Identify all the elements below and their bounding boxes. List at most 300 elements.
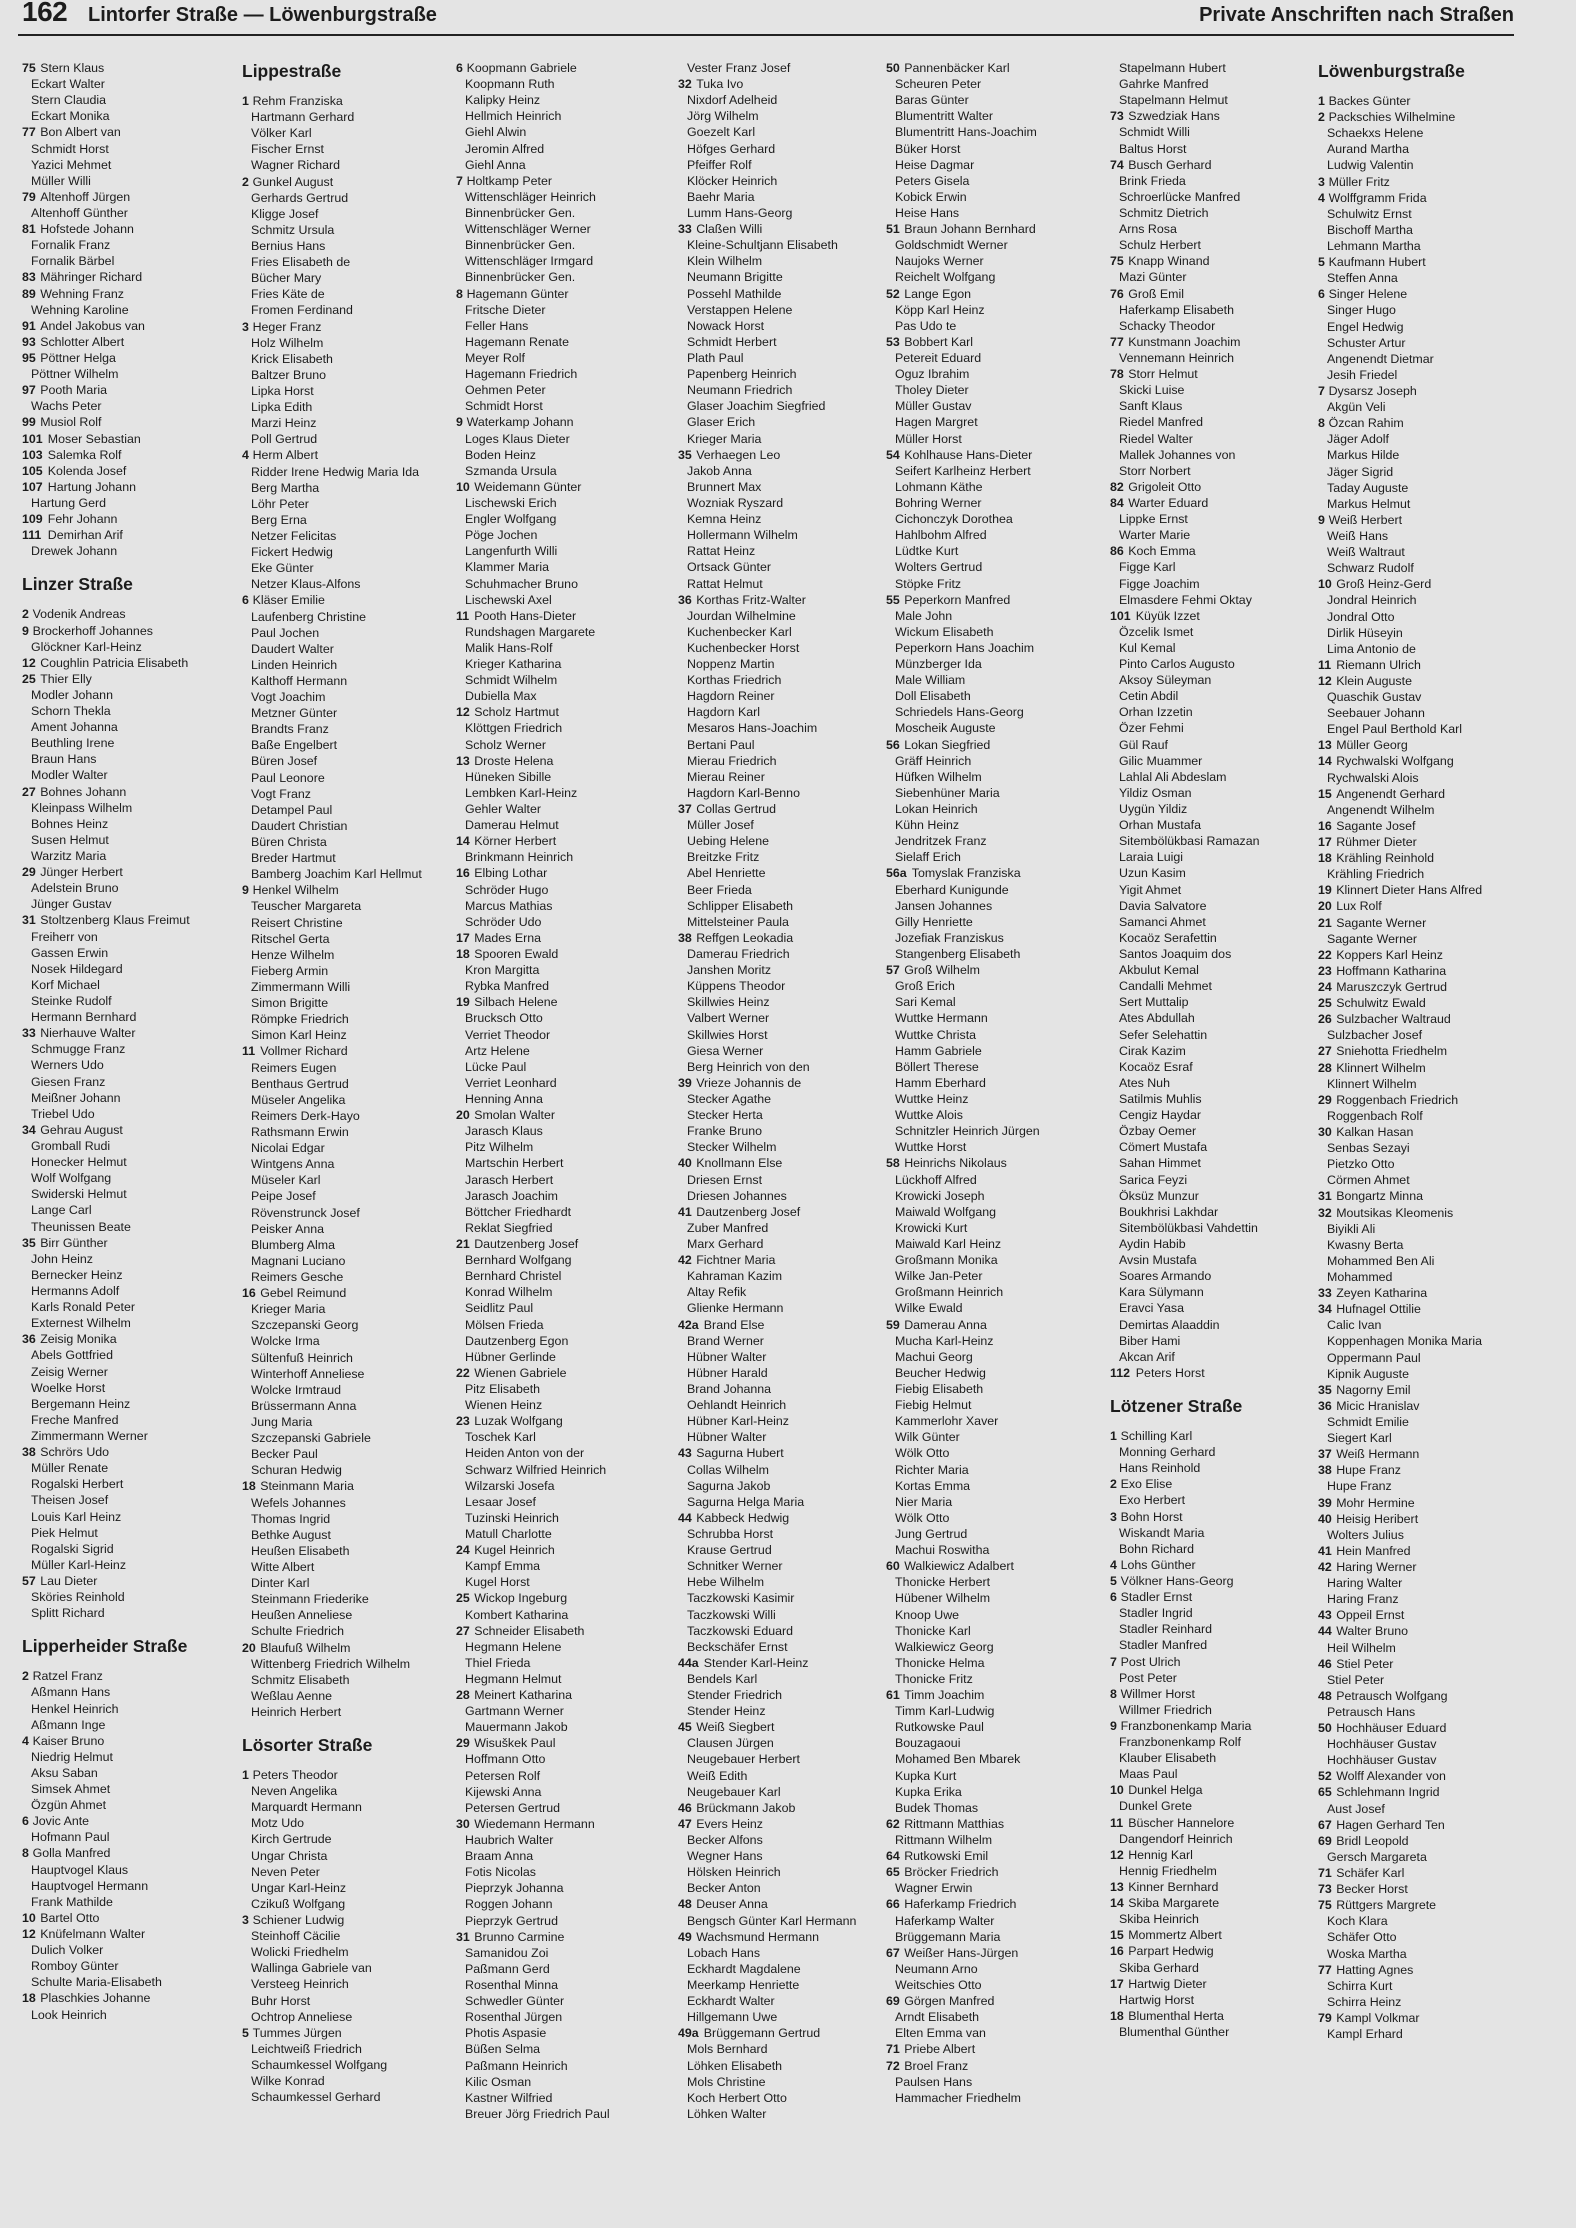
resident-name: Stadler Manfred [1119,1638,1208,1653]
resident-entry [886,1139,1096,1155]
resident-name: Breitzke Fritz [687,850,760,865]
resident-name: Schmidt Willi [1119,125,1190,140]
resident-entry [456,882,666,898]
resident-entry [1318,431,1528,447]
resident-name: Paßmann Gerd [465,1961,550,1976]
resident-entry [886,688,1096,704]
resident-name: Groß Wilhelm [904,963,980,978]
house-number: 50 [1318,1721,1332,1736]
resident-entry [678,1510,888,1526]
house-number: 29 [22,865,36,880]
resident-entry [1318,1350,1528,1366]
house-number: 3 [242,319,249,334]
house-number: 111 [22,528,42,543]
resident-name: Detampel Paul [251,802,333,817]
resident-name: Lückhoff Alfred [895,1172,977,1187]
resident-entry [242,1575,452,1591]
resident-entry [242,1414,452,1430]
house-number: 12 [456,705,470,720]
resident-entry [886,1333,1096,1349]
resident-entry [1110,1782,1320,1798]
resident-entry [678,1494,888,1510]
resident-entry [22,1974,232,1990]
resident-name: Korthas Friedrich [687,673,782,688]
resident-entry [22,1942,232,1958]
resident-name: Klauber Elisabeth [1119,1751,1217,1766]
page-number: 162 [22,0,68,27]
resident-name: Willmer Friedrich [1119,1702,1212,1717]
resident-entry [1110,1895,1320,1911]
section-title: Private Anschriften nach Straßen [1199,4,1514,26]
street-heading: Lipperheider Straße [22,1636,188,1657]
resident-entry [242,1478,452,1494]
resident-name: Sköries Reinhold [31,1590,125,1605]
resident-entry [886,833,1096,849]
resident-name: Wölk Otto [895,1510,950,1525]
resident-entry [456,1220,666,1236]
resident-name: Simon Brigitte [251,996,329,1011]
resident-name: Niedrig Helmut [31,1749,113,1764]
resident-name: Triebel Udo [31,1106,95,1121]
resident-name: Hagdorn Karl-Benno [687,785,800,800]
resident-name: Figge Karl [1119,560,1176,575]
resident-name: Koppenhagen Monika Maria [1327,1334,1482,1349]
resident-entry [886,189,1096,205]
resident-name: Ludwig Valentin [1327,158,1414,173]
resident-name: Hofmann Paul [31,1830,110,1845]
resident-entry [886,1687,1096,1703]
resident-entry [1110,1300,1320,1316]
resident-name: Küppens Theodor [687,979,786,994]
resident-entry [242,1848,452,1864]
resident-name: Pooth Maria [40,383,107,398]
house-number: 28 [1318,1060,1332,1075]
resident-entry [1110,157,1320,173]
resident-entry [678,1880,888,1896]
resident-entry [1318,270,1528,286]
resident-name: Hein Manfred [1336,1543,1411,1558]
resident-name: Reklat Siegfried [465,1220,553,1235]
resident-entry [242,1269,452,1285]
resident-entry [456,930,666,946]
resident-entry [1318,995,1528,1011]
resident-name: Hellmich Heinrich [465,109,562,124]
resident-name: Bohnes Johann [40,784,127,799]
resident-entry [22,237,232,253]
resident-name: Wittenschläger Werner [465,222,591,237]
resident-entry [1110,253,1320,269]
resident-entry [1110,1637,1320,1653]
resident-name: Heußen Elisabeth [251,1543,350,1558]
house-number: 27 [1318,1044,1332,1059]
resident-name: Tomyslak Franziska [911,866,1021,881]
resident-name: Pöge Jochen [465,528,538,543]
resident-name: Peters Gisela [895,173,970,188]
house-number: 11 [1110,1815,1124,1830]
house-number: 21 [1318,915,1332,930]
resident-entry [22,1813,232,1829]
resident-entry [242,1511,452,1527]
resident-entry [886,479,1096,495]
house-number: 27 [22,784,36,799]
resident-entry [242,560,452,576]
resident-entry [1110,1541,1320,1557]
resident-entry [886,865,1096,881]
house-number: 53 [886,334,900,349]
resident-entry [456,366,666,382]
resident-entry [1110,382,1320,398]
resident-name: Priebe Albert [904,2042,976,2057]
resident-entry [456,833,666,849]
resident-name: Szczepanski Georg [251,1318,359,1333]
house-number: 40 [678,1156,692,1171]
resident-entry [678,962,888,978]
resident-entry [886,1429,1096,1445]
house-number: 36 [1318,1398,1332,1413]
resident-name: Bernhard Wolfgang [465,1253,572,1268]
resident-name: Arndt Elisabeth [895,2010,980,2025]
resident-entry [456,1929,666,1945]
resident-name: Haring Franz [1327,1592,1399,1607]
resident-entry [22,784,232,800]
resident-entry [1110,1831,1320,1847]
resident-entry [678,946,888,962]
resident-entry [1318,1511,1528,1527]
resident-name: Koopmann Gabriele [466,61,577,75]
resident-name: Weiß Hans [1327,528,1389,543]
resident-entry [1318,1913,1528,1929]
resident-name: Weiß Herbert [1328,512,1403,527]
resident-entry [242,1285,452,1301]
resident-name: Henkel Wilhelm [252,883,339,898]
resident-name: Sniehotta Friedhelm [1336,1044,1448,1059]
resident-entry [678,76,888,92]
resident-name: Franke Bruno [687,1124,763,1139]
resident-name: Freche Manfred [31,1412,119,1427]
resident-name: Özgün Ahmet [31,1798,107,1813]
resident-name: Beckschäfer Ernst [687,1639,788,1654]
resident-name: Hamm Eberhard [895,1075,986,1090]
resident-name: Warter Eduard [1128,495,1209,510]
resident-name: Müseler Karl [251,1173,321,1188]
resident-entry [242,1783,452,1799]
resident-entry [1318,1205,1528,1221]
resident-name: Sahan Himmet [1119,1156,1201,1171]
resident-entry [1318,1156,1528,1172]
house-number: 77 [22,125,36,140]
resident-entry [456,511,666,527]
resident-entry [456,1913,666,1929]
resident-name: Kwasny Berta [1327,1237,1404,1252]
resident-name: Aßmann Hans [31,1685,111,1700]
house-number: 34 [1318,1302,1332,1317]
resident-entry [1318,1688,1528,1704]
resident-name: Boukhrisi Lakhdar [1119,1204,1219,1219]
resident-name: Glaser Erich [687,415,756,430]
resident-name: Schriedels Hans-Georg [895,705,1024,720]
resident-entry [1318,302,1528,318]
resident-entry [886,398,1096,414]
resident-entry [22,896,232,912]
resident-name: Taczkowski Eduard [687,1623,794,1638]
resident-entry [456,1139,666,1155]
resident-name: Senbas Sezayi [1327,1141,1410,1156]
resident-name: Sagurna Hubert [696,1446,784,1461]
resident-name: Löhken Elisabeth [687,2058,783,2073]
resident-name: Dunkel Grete [1119,1799,1193,1814]
resident-entry [886,463,1096,479]
resident-name: Schmidt Horst [465,399,543,414]
resident-name: Schlipper Elisabeth [687,898,794,913]
resident-name: Akcan Arif [1119,1349,1175,1364]
resident-name: Witte Albert [251,1559,315,1574]
house-number: 50 [886,61,900,75]
resident-entry [242,302,452,318]
resident-name: Hartung Gerd [31,495,107,510]
resident-name: Rattat Heinz [687,544,756,559]
resident-entry [456,1172,666,1188]
resident-entry [242,1317,452,1333]
resident-name: Droste Helena [474,753,554,768]
column-6 [1110,60,1320,2040]
resident-entry [22,141,232,157]
resident-name: Kupka Kurt [895,1768,957,1783]
resident-entry [678,1703,888,1719]
resident-entry [678,592,888,608]
resident-name: Zeisig Werner [31,1364,108,1379]
resident-entry [456,608,666,624]
resident-name: Jovic Ante [32,1814,90,1829]
resident-name: Modler Johann [31,687,113,702]
resident-name: Oehlandt Heinrich [687,1398,787,1413]
resident-entry [1318,1656,1528,1672]
resident-name: Wickum Elisabeth [895,624,994,639]
resident-name: Becker Anton [687,1881,761,1896]
resident-entry [1318,1946,1528,1962]
resident-entry [886,124,1096,140]
resident-name: Peipe Josef [251,1189,316,1204]
resident-entry [456,1574,666,1590]
resident-name: Kaiser Bruno [32,1733,105,1748]
resident-entry [886,1059,1096,1075]
resident-entry [886,1107,1096,1123]
resident-name: Biyikli Ali [1327,1221,1376,1236]
resident-name: Kortas Emma [895,1478,971,1493]
resident-name: Neumann Arno [895,1961,978,1976]
resident-name: Braun Johann Bernhard [904,222,1036,237]
resident-entry [1110,1428,1320,1444]
resident-name: Photis Aspasie [465,2026,547,2041]
house-number: 7 [1318,383,1325,398]
resident-entry [1110,1444,1320,1460]
resident-entry [1110,1686,1320,1702]
resident-entry [1318,1543,1528,1559]
resident-entry [456,849,666,865]
house-number: 82 [1110,479,1124,494]
resident-entry [1110,108,1320,124]
resident-name: Kastner Wilfried [465,2090,553,2105]
resident-entry [1110,1476,1320,1492]
resident-name: Fries Käte de [251,287,325,302]
resident-entry [22,1235,232,1251]
resident-entry [1110,92,1320,108]
resident-name: Fornalik Franz [31,238,111,253]
resident-entry [886,1445,1096,1461]
resident-name: Wintgens Anna [251,1157,335,1172]
resident-name: Wolff Alexander von [1336,1769,1446,1784]
resident-entry [886,76,1096,92]
resident-entry [678,2090,888,2106]
resident-entry [886,576,1096,592]
resident-entry [1318,1382,1528,1398]
resident-name: Bethke August [251,1527,331,1542]
resident-name: Bridl Leopold [1336,1833,1409,1848]
resident-name: Kalkan Hasan [1336,1125,1414,1139]
resident-entry [886,141,1096,157]
resident-entry [886,559,1096,575]
resident-name: Müller Horst [895,431,962,446]
resident-name: Fischer Ernst [251,142,324,157]
resident-name: Sanft Klaus [1119,399,1183,414]
resident-name: Gromball Rudi [31,1139,111,1153]
house-number: 32 [678,77,692,92]
resident-name: Jarasch Klaus [465,1124,543,1139]
house-number: 44 [678,1510,692,1525]
resident-name: Angenendt Gerhard [1336,786,1446,801]
resident-name: Jarasch Herbert [465,1172,554,1187]
resident-entry [22,800,232,816]
resident-name: Broel Franz [904,2058,969,2073]
house-number: 84 [1110,495,1124,510]
resident-name: Müller Fritz [1328,174,1390,189]
resident-name: Paul Leonore [251,770,325,785]
resident-entry [1110,543,1320,559]
resident-entry [22,1701,232,1717]
resident-name: Köpp Karl Heinz [895,302,985,317]
resident-name: Quaschik Gustav [1327,690,1422,705]
resident-entry [678,2074,888,2090]
resident-entry [1318,222,1528,238]
resident-entry [678,495,888,511]
resident-entry [886,1397,1096,1413]
resident-name: Maas Paul [1119,1767,1178,1782]
resident-name: Hagdorn Karl [687,705,761,720]
resident-entry [22,751,232,767]
resident-name: Siebenhüner Maria [895,785,1000,800]
resident-name: Leichtweiß Friedrich [251,2041,362,2056]
house-number: 24 [1318,980,1332,995]
resident-entry [242,190,452,206]
resident-name: Lima Antonio de [1327,641,1416,656]
resident-name: Schäfer Karl [1336,1866,1405,1881]
resident-name: Sulzbacher Josef [1327,1028,1423,1043]
resident-name: Breuer Jörg Friedrich Paul [465,2106,610,2121]
resident-entry [678,189,888,205]
resident-name: Dautzenberg Josef [696,1204,801,1219]
resident-name: Rittmann Wilhelm [895,1833,993,1848]
resident-name: Berg Martha [251,480,320,495]
resident-entry [242,2009,452,2025]
resident-entry [678,785,888,801]
resident-entry [22,1541,232,1557]
resident-entry [1318,1398,1528,1414]
house-number: 1 [1110,1428,1117,1443]
resident-entry [1318,1865,1528,1881]
resident-entry [22,1845,232,1861]
resident-name: Schacky Theodor [1119,318,1216,333]
resident-name: Marx Gerhard [687,1236,764,1251]
resident-entry [1110,463,1320,479]
resident-entry [242,496,452,512]
resident-entry [456,720,666,736]
resident-entry [456,2106,666,2122]
resident-name: Schirra Kurt [1327,1978,1393,1993]
resident-entry [1318,1188,1528,1204]
resident-name: Neumann Brigitte [687,270,783,285]
resident-name: Baße Engelbert [251,738,338,753]
resident-name: Male William [895,673,966,688]
resident-name: Ungar Christa [251,1848,328,1863]
resident-name: Braam Anna [465,1849,534,1864]
resident-name: Schrörs Udo [40,1445,110,1460]
resident-entry [886,1703,1096,1719]
resident-entry [678,1800,888,1816]
resident-name: Lembken Karl-Heinz [465,785,578,800]
resident-name: Timm Karl-Ludwig [895,1704,995,1719]
resident-name: Sefer Selehattin [1119,1027,1208,1042]
resident-name: Maruszczyk Gertrud [1336,980,1448,995]
resident-entry [1318,1124,1528,1140]
resident-name: Willmer Horst [1120,1686,1195,1701]
resident-entry [678,1929,888,1945]
resident-entry [456,173,666,189]
resident-entry [678,1172,888,1188]
resident-name: Peisker Anna [251,1221,325,1236]
resident-name: Haubrich Walter [465,1833,554,1848]
resident-entry [22,511,232,527]
resident-name: Schmidt Wilhelm [465,673,558,688]
resident-entry [22,671,232,687]
resident-entry [1110,1107,1320,1123]
resident-name: Meinert Katharina [474,1688,572,1703]
resident-entry [242,1591,452,1607]
resident-entry [22,1862,232,1878]
resident-name: Rychwalski Wolfgang [1336,754,1454,769]
resident-entry [242,512,452,528]
resident-entry [456,576,666,592]
resident-entry [22,318,232,334]
resident-name: Kocaöz Serafettin [1119,930,1217,945]
resident-name: Pannenbäcker Karl [904,61,1010,75]
resident-entry [1110,785,1320,801]
resident-entry [1318,174,1528,190]
resident-entry [456,785,666,801]
resident-name: Aßmann Inge [31,1717,106,1732]
resident-name: Gahrke Manfred [1119,77,1209,92]
resident-name: Warter Marie [1119,528,1191,543]
resident-entry [456,543,666,559]
resident-name: Schäfer Otto [1327,1930,1397,1945]
house-number: 29 [456,1736,470,1751]
resident-entry [242,1815,452,1831]
resident-entry [678,1413,888,1429]
resident-name: Bohring Werner [895,495,982,510]
resident-name: Skillwies Heinz [687,995,770,1010]
resident-name: Baltus Horst [1119,141,1187,156]
resident-entry [22,350,232,366]
house-number: 43 [1318,1608,1332,1623]
resident-entry [886,1735,1096,1751]
